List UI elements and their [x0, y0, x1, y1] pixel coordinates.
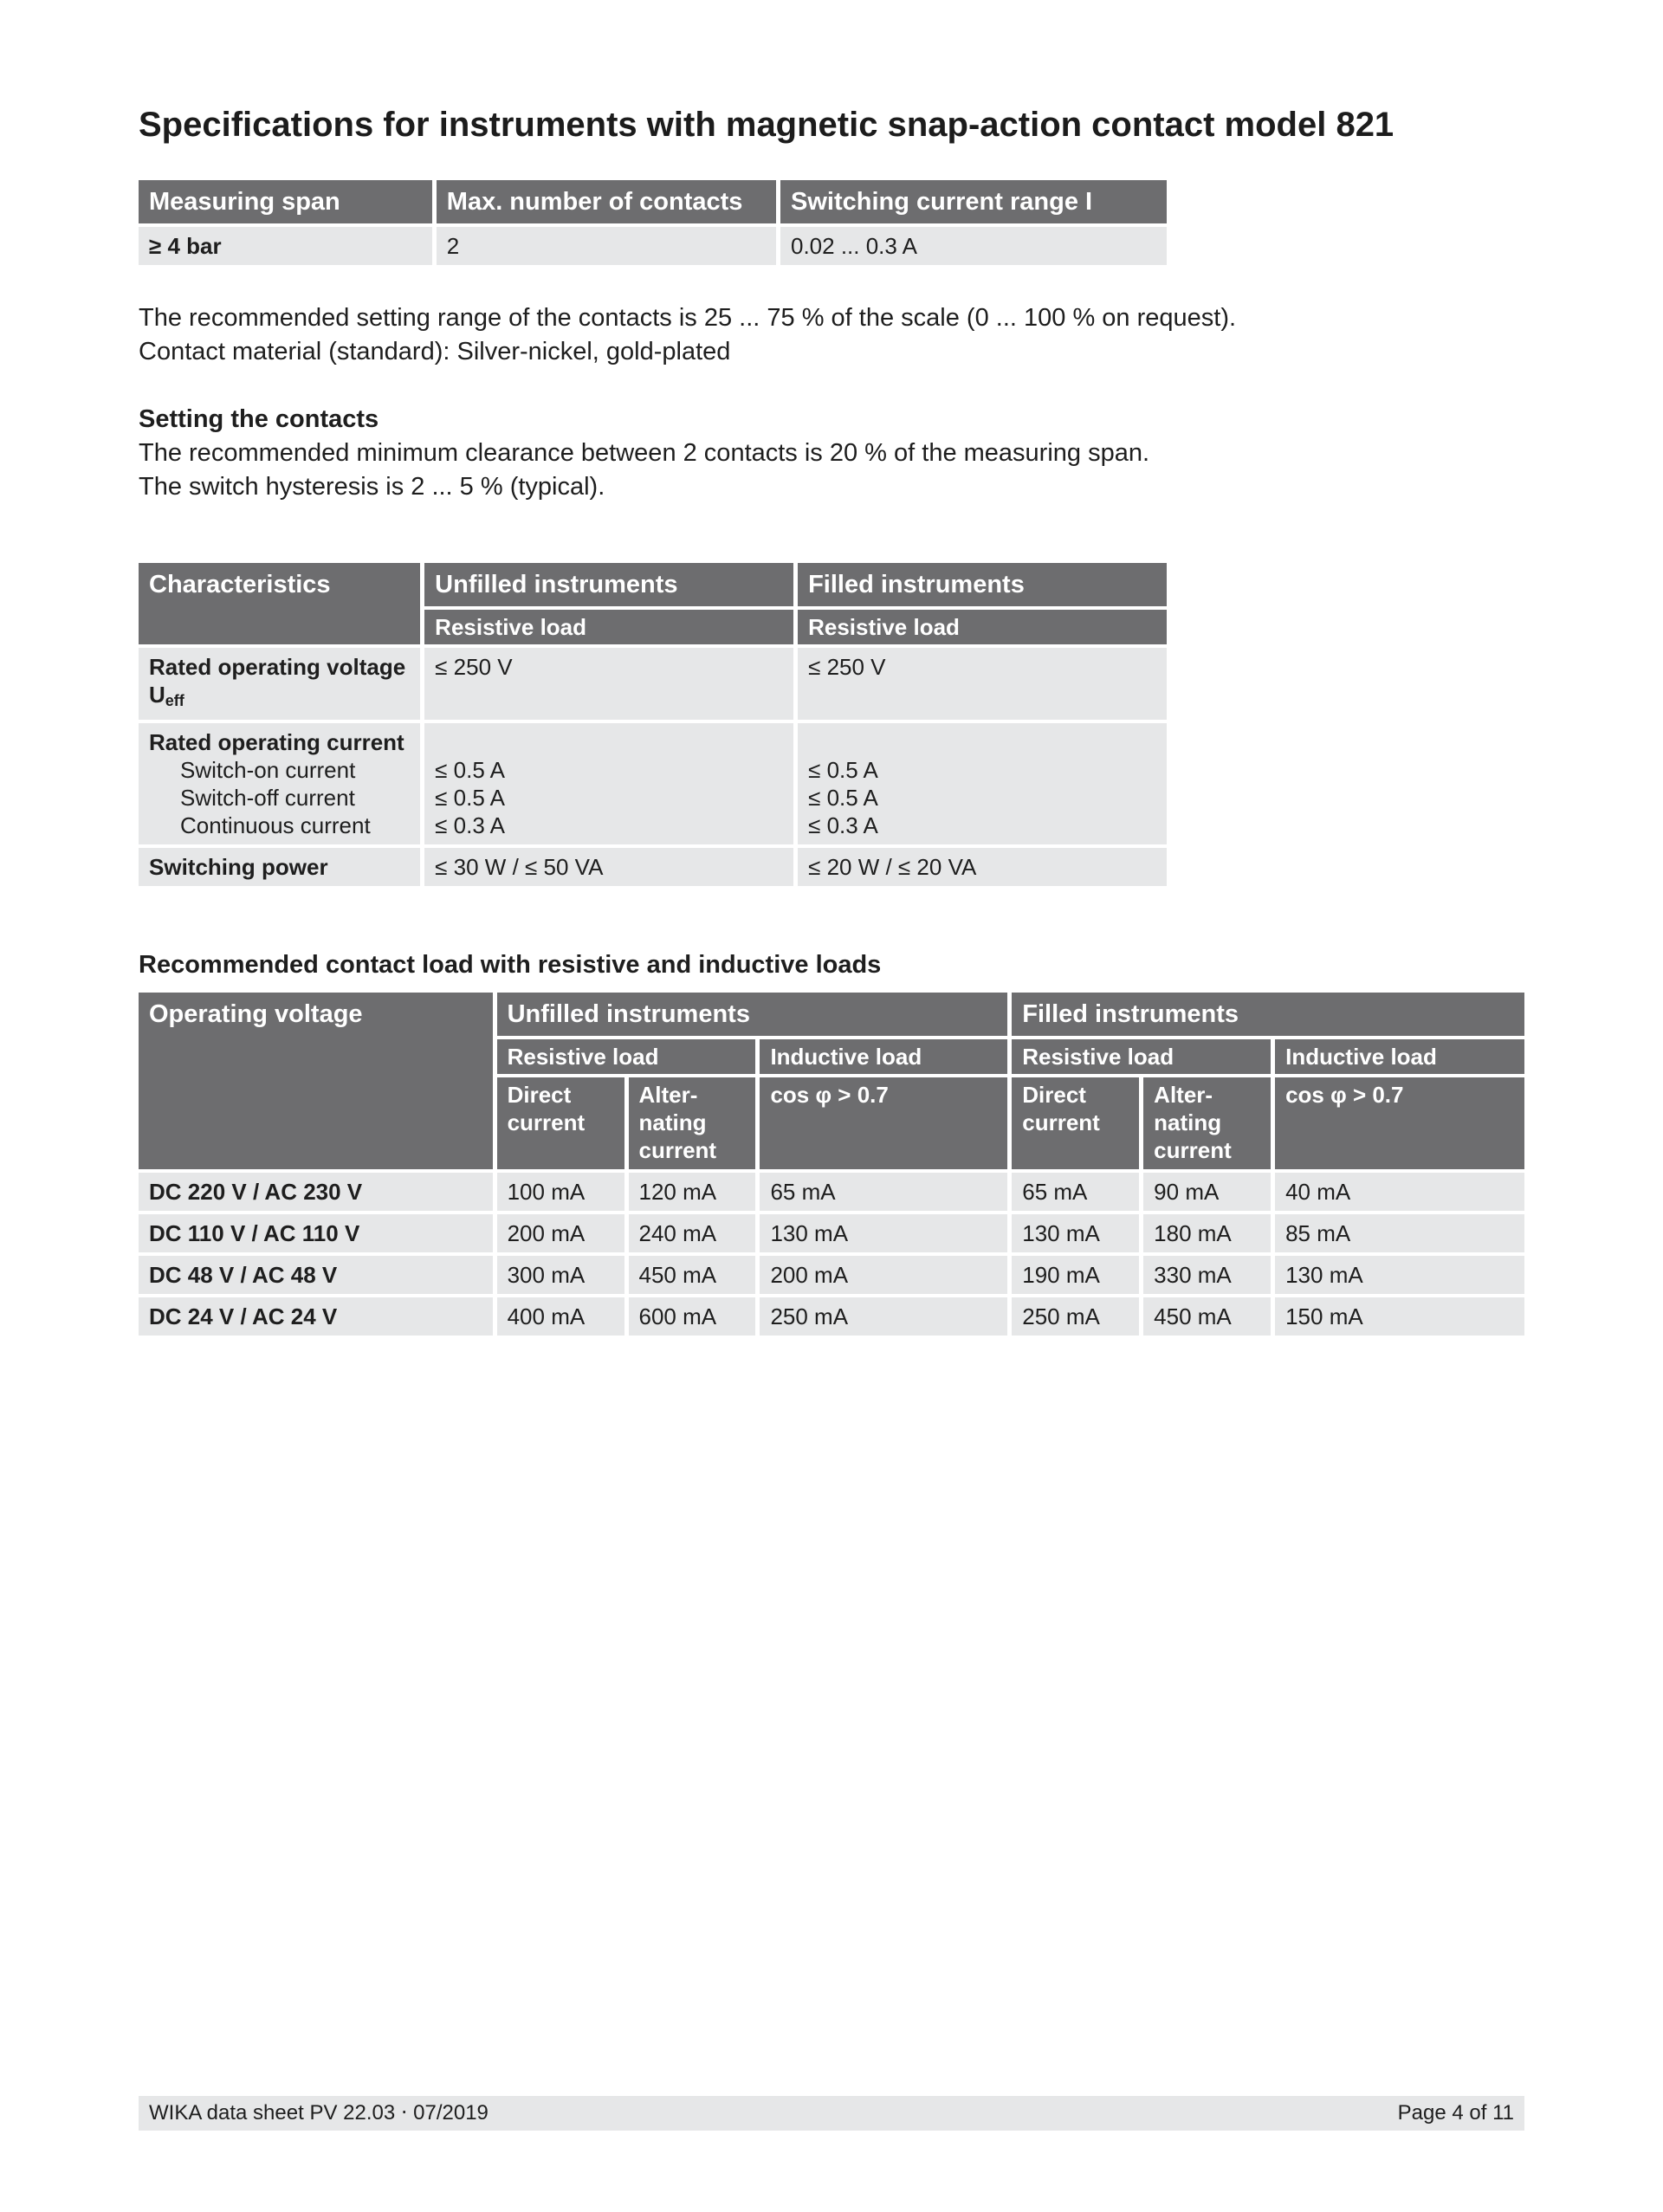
cell-voltage: DC 110 V / AC 110 V	[139, 1214, 493, 1252]
setting-contacts-heading: Setting the contacts	[139, 405, 379, 433]
cell-value: 190 mA	[1012, 1256, 1139, 1294]
header-resistive-unfilled: Resistive load	[424, 610, 793, 644]
continuous-unfilled: ≤ 0.3 A	[435, 812, 505, 838]
cell-voltage: DC 48 V / AC 48 V	[139, 1256, 493, 1294]
cell-value: 250 mA	[1012, 1297, 1139, 1336]
switch-on-label: Switch-on current	[180, 757, 356, 783]
label-rated-voltage	[139, 648, 420, 720]
cell-value: 120 mA	[629, 1173, 756, 1211]
cell-value: 450 mA	[629, 1256, 756, 1294]
contact-load-heading: Recommended contact load with resistive and inductive loads	[139, 951, 882, 979]
table-row	[139, 1214, 1524, 1252]
cell-value: 150 mA	[1275, 1297, 1524, 1336]
switch-on-filled: ≤ 0.5 A	[808, 757, 878, 783]
table-row	[139, 1297, 1524, 1336]
cell-current-unfilled	[424, 723, 793, 844]
cell-switching-current: 0.02 ... 0.3 A	[780, 227, 1167, 265]
cell-max-contacts: 2	[437, 227, 776, 265]
rated-current-text: Rated operating current	[149, 729, 404, 755]
continuous-filled: ≤ 0.3 A	[808, 812, 878, 838]
table-row	[139, 723, 1167, 844]
table-row	[139, 648, 1167, 720]
cell-value: 180 mA	[1143, 1214, 1271, 1252]
header-characteristics: Characteristics	[139, 563, 420, 644]
footer-document-ref: WIKA data sheet PV 22.03 ⋅ 07/2019	[149, 2101, 489, 2125]
cell-measuring-span: ≥ 4 bar	[139, 227, 432, 265]
cell-value: 40 mA	[1275, 1173, 1524, 1211]
cell-power-unfilled: ≤ 30 W / ≤ 50 VA	[424, 848, 793, 886]
cell-value: 130 mA	[1012, 1214, 1139, 1252]
cell-value: 65 mA	[1012, 1173, 1139, 1211]
header-alternating-current-unfilled: Alter-nating current	[629, 1077, 756, 1169]
page-footer	[139, 2096, 1524, 2131]
cell-value: 450 mA	[1143, 1297, 1271, 1336]
contact-material-note: Contact material (standard): Silver-nickel, gold-plated	[139, 338, 731, 365]
cell-value: 250 mA	[760, 1297, 1007, 1336]
cell-value: 100 mA	[497, 1173, 624, 1211]
page-title: Specifications for instruments with magnetic snap-action contact model 821	[139, 106, 1394, 144]
header-inductive-filled: Inductive load	[1275, 1039, 1524, 1074]
header-resistive-filled: Resistive load	[798, 610, 1167, 644]
header-alternating-current-filled: Alter-nating current	[1143, 1077, 1271, 1169]
header-measuring-span: Measuring span	[139, 180, 432, 223]
cell-value: 130 mA	[760, 1214, 1007, 1252]
switch-off-unfilled: ≤ 0.5 A	[435, 785, 505, 811]
switch-off-filled: ≤ 0.5 A	[808, 785, 878, 811]
spec-table	[134, 177, 1171, 268]
table-row	[139, 227, 1167, 265]
cell-voltage-filled: ≤ 250 V	[798, 648, 1167, 720]
cell-value: 300 mA	[497, 1256, 624, 1294]
header-resistive-unfilled: Resistive load	[497, 1039, 756, 1074]
table-row	[139, 848, 1167, 886]
voltage-subscript: eff	[165, 692, 184, 709]
header-unfilled: Unfilled instruments	[424, 563, 793, 606]
header-unfilled-instruments: Unfilled instruments	[497, 993, 1008, 1036]
cell-value: 200 mA	[497, 1214, 624, 1252]
header-filled: Filled instruments	[798, 563, 1167, 606]
header-direct-current-unfilled: Direct current	[497, 1077, 624, 1169]
cell-value: 90 mA	[1143, 1173, 1271, 1211]
header-inductive-unfilled: Inductive load	[760, 1039, 1007, 1074]
header-switching-current: Switching current range I	[780, 180, 1167, 223]
cell-current-filled	[798, 723, 1167, 844]
header-max-contacts: Max. number of contacts	[437, 180, 776, 223]
cell-value: 600 mA	[629, 1297, 756, 1336]
contact-load-table	[134, 989, 1529, 1339]
table-row	[139, 1173, 1524, 1211]
cell-value: 200 mA	[760, 1256, 1007, 1294]
table-row	[139, 1256, 1524, 1294]
cell-value: 85 mA	[1275, 1214, 1524, 1252]
cell-power-filled: ≤ 20 W / ≤ 20 VA	[798, 848, 1167, 886]
footer-page-number: Page 4 of 11	[1397, 2101, 1514, 2125]
switch-off-label: Switch-off current	[180, 785, 355, 811]
hysteresis-note: The switch hysteresis is 2 ... 5 % (typical).	[139, 473, 605, 501]
cell-voltage: DC 24 V / AC 24 V	[139, 1297, 493, 1336]
setting-range-note: The recommended setting range of the contacts is 25 ... 75 % of the scale (0 ... 100 % on request).	[139, 304, 1237, 332]
label-switching-power: Switching power	[139, 848, 420, 886]
label-rated-current	[139, 723, 420, 844]
cell-value: 130 mA	[1275, 1256, 1524, 1294]
cell-voltage: DC 220 V / AC 230 V	[139, 1173, 493, 1211]
cell-value: 240 mA	[629, 1214, 756, 1252]
cell-value: 65 mA	[760, 1173, 1007, 1211]
cell-value: 400 mA	[497, 1297, 624, 1336]
characteristics-table	[134, 559, 1171, 889]
header-cos-phi-unfilled: cos φ > 0.7	[760, 1077, 1007, 1169]
header-cos-phi-filled: cos φ > 0.7	[1275, 1077, 1524, 1169]
header-direct-current-filled: Direct current	[1012, 1077, 1139, 1169]
header-filled-instruments: Filled instruments	[1012, 993, 1524, 1036]
rated-voltage-text: Rated operating voltage U	[149, 654, 406, 708]
switch-on-unfilled: ≤ 0.5 A	[435, 757, 505, 783]
header-operating-voltage: Operating voltage	[139, 993, 493, 1169]
continuous-label: Continuous current	[180, 812, 371, 838]
cell-value: 330 mA	[1143, 1256, 1271, 1294]
cell-voltage-unfilled: ≤ 250 V	[424, 648, 793, 720]
clearance-note: The recommended minimum clearance between 2 contacts is 20 % of the measuring span.	[139, 439, 1150, 467]
header-resistive-filled: Resistive load	[1012, 1039, 1271, 1074]
